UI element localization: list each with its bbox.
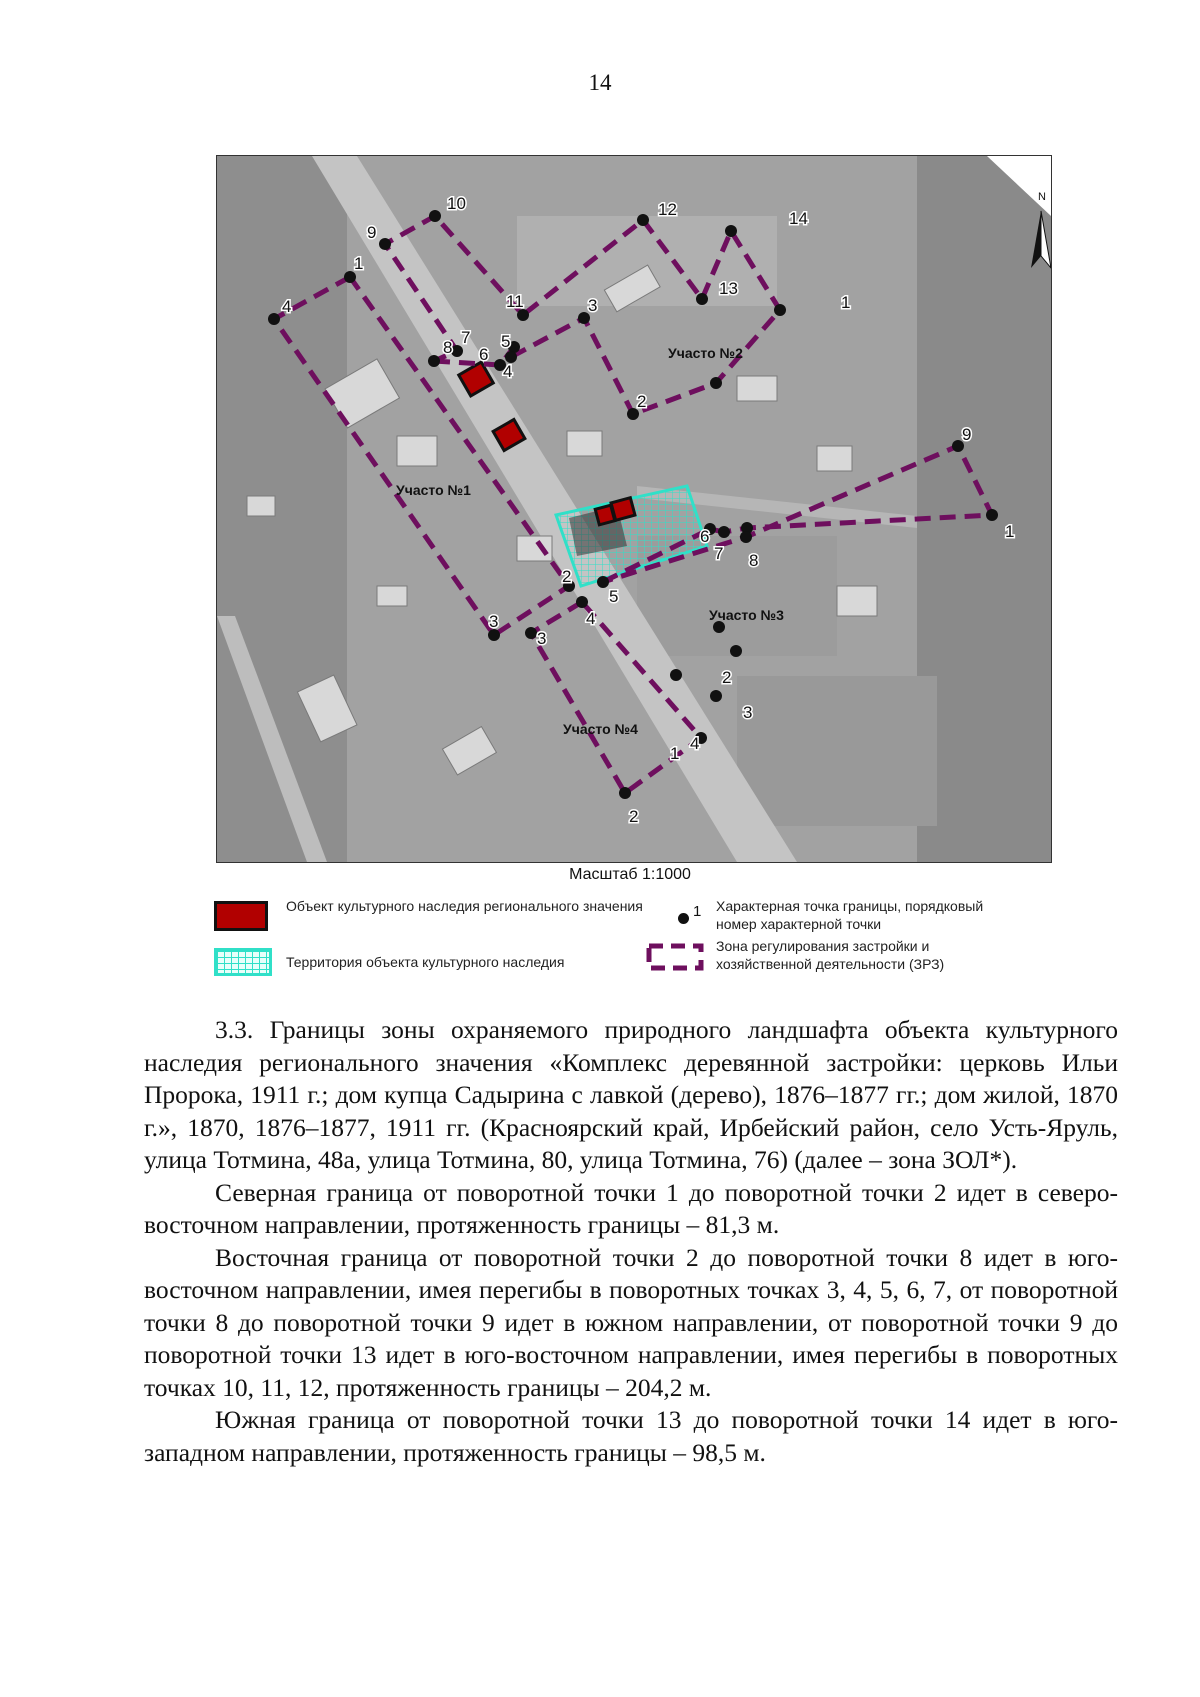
point-swatch-number: 1: [693, 903, 702, 920]
paragraph-3-3: 3.3. Границы зоны охраняемого природного ландшафта объекта культурного наследия регионального значения «Комплекс деревянной застройки: церковь Ильи Пророка, 1911 г.; дом купца Садырина с лавкой (дерево), 1876–1877 гг.; дом жилой, 1870 г.», 1870, 1876–1877, 1911 гг. (Красноярский край, Ирбейский район, село Усть-Яруль, улица Тотмина, 48а, улица Тотмина, 80, улица Тотмина, 76) (далее – зона ЗОЛ*).: [144, 1015, 1118, 1174]
paragraph-north-boundary: Северная граница от поворотной точки 1 до поворотной точки 2 идет в северо-восточном направлении, протяженность границы – 81,3 м.: [144, 1177, 1118, 1239]
legend-zone-label: Зона регулирования застройки и хозяйственной деятельности (ЗРЗ): [716, 938, 945, 972]
site2-point-6: 6: [479, 345, 489, 364]
site4-point-4: 4: [586, 609, 596, 628]
body-text: [144, 1014, 1118, 1469]
site2-point-8: 8: [443, 338, 453, 357]
point-swatch-icon: [678, 913, 689, 924]
legend-territory-label: Территория объекта культурного наследия: [286, 954, 565, 970]
site4-point-1: 1: [670, 744, 680, 763]
site2-point-2: 2: [637, 392, 647, 411]
site-3-label: Участо №3: [709, 607, 784, 623]
site2-point-4: 4: [503, 362, 513, 381]
site1-point-2: 2: [562, 567, 572, 586]
site2-point-7: 7: [461, 328, 471, 347]
map-scale: Масштаб 1:1000: [569, 866, 691, 883]
site2-point-5: 5: [501, 332, 511, 351]
site2-point-12: 12: [658, 200, 677, 219]
site3-point-9: 9: [962, 425, 972, 444]
site3-point-2: 2: [722, 668, 732, 687]
site4-point-3: 3: [537, 629, 547, 648]
paragraph-east-boundary: Восточная граница от поворотной точки 2 до поворотной точки 8 идет в юго-восточном направлении, имея перегибы в поворотных точках 3, 4, 5, 6, 7, от поворотной точки 8 до поворотной точки 9 идет в южном направлении, от поворотной точки 9 до поворотной точки 13 идет в юго-восточном направлении, имея перегибы в поворотных точках 10, 11, 12, протяженность границы – 204,2 м.: [144, 1242, 1118, 1402]
zone-boundary-swatch: [646, 943, 704, 971]
site1-point-1: 1: [354, 254, 364, 273]
site1-point-3: 3: [489, 612, 499, 631]
site3-point-5: 5: [609, 587, 619, 606]
site2-point-1: 1: [841, 293, 851, 312]
site3-point-8: 8: [749, 551, 759, 570]
site3-point-4: 4: [690, 734, 700, 753]
site-2-label: Участо №2: [668, 345, 743, 361]
site2-point-14: 14: [789, 209, 808, 228]
site1-point-4: 4: [282, 297, 292, 316]
page-number: 14: [588, 70, 612, 95]
site2-point-10: 10: [447, 194, 466, 213]
site-plan-map: [216, 155, 1052, 863]
site4-point-2: 2: [629, 807, 639, 826]
heritage-object-swatch: [214, 901, 268, 931]
map-legend: [214, 897, 1064, 987]
site3-point-3: 3: [743, 703, 753, 722]
site-1-label: Участо №1: [396, 482, 471, 498]
site2-point-13: 13: [719, 279, 738, 298]
legend-object-label: Объект культурного наследия регионального значения: [286, 898, 643, 914]
north-label: N: [1038, 191, 1046, 203]
site2-point-9: 9: [367, 223, 377, 242]
paragraph-south-boundary: Южная граница от поворотной точки 13 до поворотной точки 14 идет в юго-западном направлении, протяженность границы – 98,5 м.: [144, 1405, 1118, 1467]
heritage-territory-swatch: [214, 948, 272, 976]
site-4-label: Участо №4: [563, 721, 638, 737]
site2-point-11: 11: [506, 292, 524, 311]
site3-point-1: 1: [1005, 522, 1015, 541]
legend-point-label: Характерная точка границы, порядковый номер характерной точки: [716, 898, 984, 932]
site3-point-7: 7: [714, 544, 724, 563]
site3-point-6: 6: [700, 527, 710, 546]
site2-point-3: 3: [588, 296, 598, 315]
